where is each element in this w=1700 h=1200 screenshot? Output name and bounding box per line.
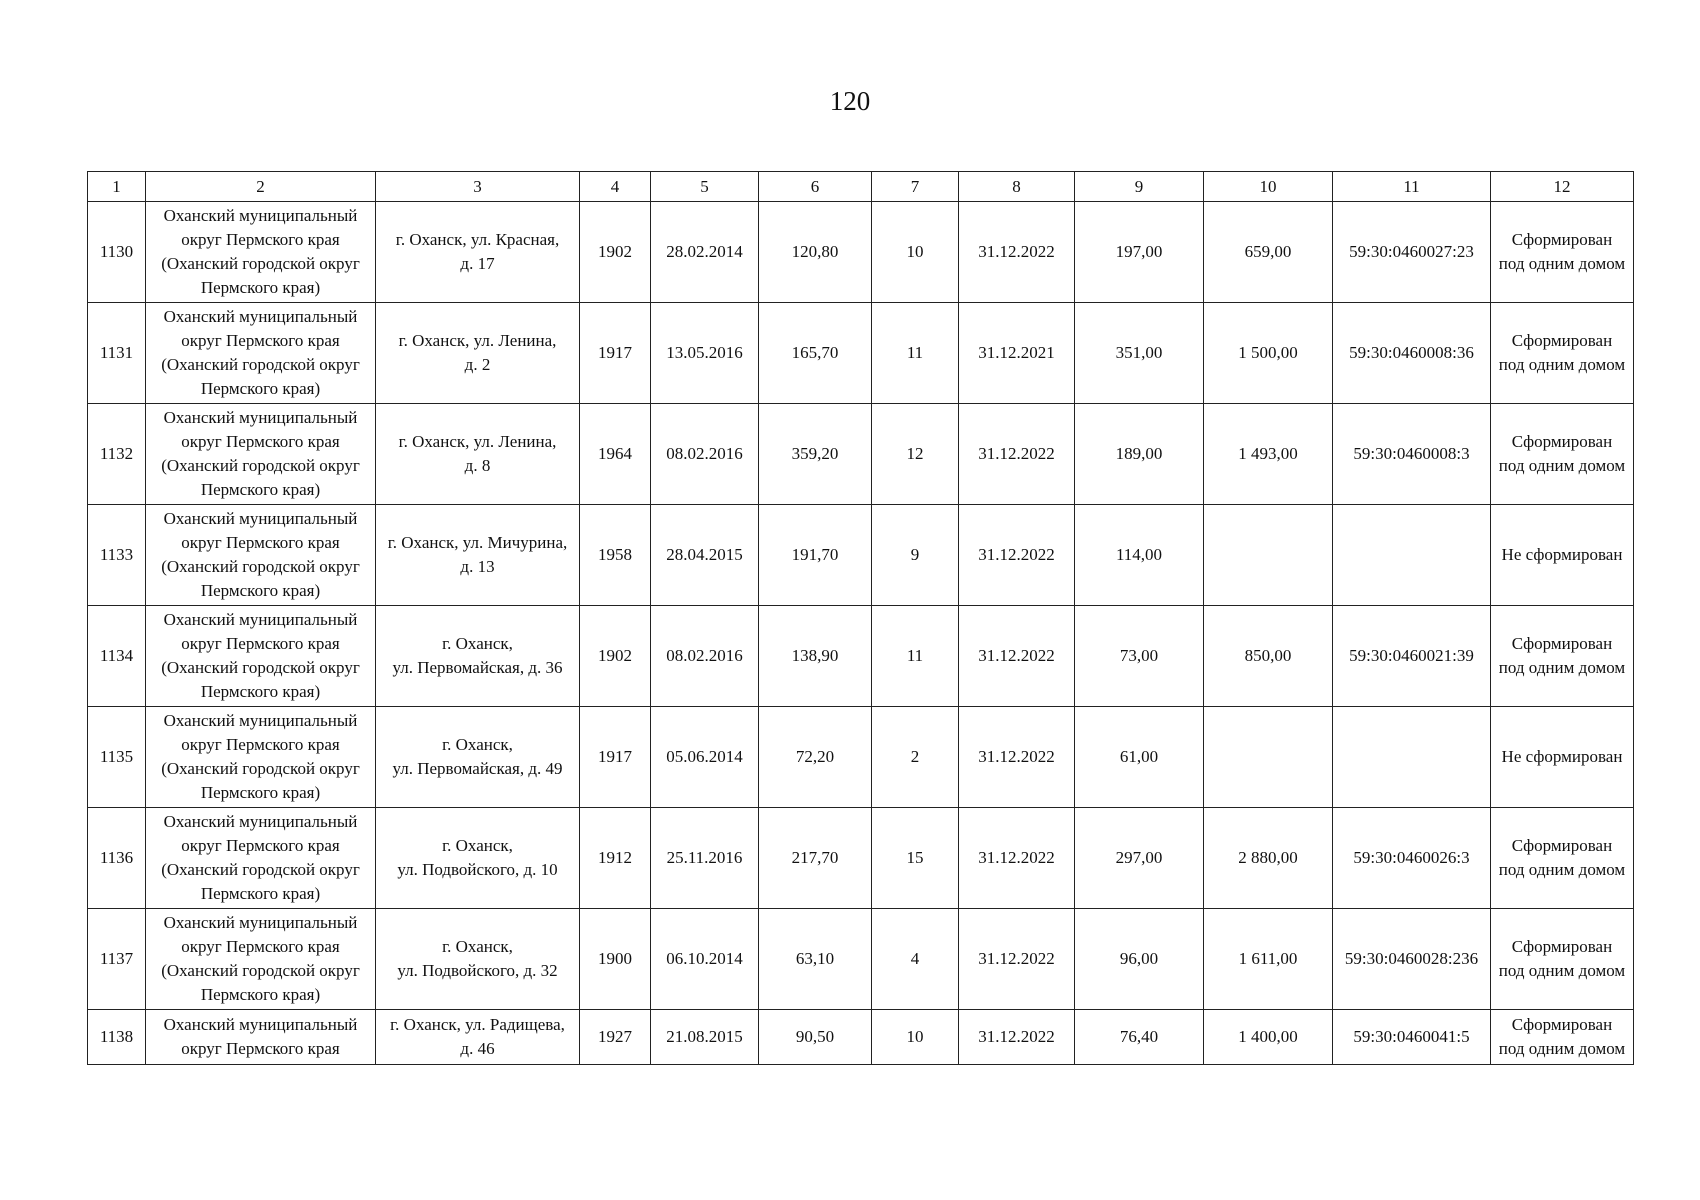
- status-cell: [1491, 404, 1634, 505]
- column-header: 7: [872, 172, 959, 202]
- owner-cell-line: (Оханский городской округ: [161, 759, 360, 778]
- status-cell-line: Сформирован: [1511, 331, 1613, 350]
- address-cell: [376, 404, 580, 505]
- address-cell-line: г. Оханск, ул. Радищева,: [390, 1015, 565, 1034]
- status-cell-line: под одним домом: [1498, 254, 1626, 273]
- column-number-row: [88, 172, 1634, 202]
- year-cell: 1900: [580, 909, 651, 1010]
- owner-cell-line: (Оханский городской округ: [161, 961, 360, 980]
- land-area-cell: 351,00: [1075, 303, 1204, 404]
- residents-cell: 12: [872, 404, 959, 505]
- column-header: 1: [88, 172, 146, 202]
- plot-area-cell: 1 611,00: [1204, 909, 1333, 1010]
- cadastral-number-cell: 59:30:0460008:36: [1333, 303, 1491, 404]
- year-cell: 1958: [580, 505, 651, 606]
- residents-cell: 11: [872, 303, 959, 404]
- status-cell: [1491, 1010, 1634, 1065]
- status-cell-line: Сформирован: [1511, 1015, 1613, 1034]
- owner-cell: [146, 202, 376, 303]
- address-cell-line: г. Оханск,: [442, 735, 513, 754]
- owner-cell-line: округ Пермского края: [181, 1039, 340, 1058]
- owner-cell-line: округ Пермского края: [181, 836, 340, 855]
- table-row: [88, 303, 1634, 404]
- owner-cell: [146, 303, 376, 404]
- address-cell-line: д. 2: [464, 355, 491, 374]
- deadline-cell: 31.12.2022: [959, 505, 1075, 606]
- column-header: 2: [146, 172, 376, 202]
- year-cell: 1964: [580, 404, 651, 505]
- row-number-cell: 1130: [88, 202, 146, 303]
- address-cell-line: д. 8: [464, 456, 491, 475]
- address-cell: [376, 707, 580, 808]
- cadastral-number-cell: 59:30:0460027:23: [1333, 202, 1491, 303]
- status-cell-line: Сформирован: [1511, 836, 1613, 855]
- owner-cell-line: (Оханский городской округ: [161, 557, 360, 576]
- residents-cell: 9: [872, 505, 959, 606]
- row-number-cell: 1131: [88, 303, 146, 404]
- date-cell: 08.02.2016: [651, 606, 759, 707]
- year-cell: 1927: [580, 1010, 651, 1065]
- status-cell-line: под одним домом: [1498, 355, 1626, 374]
- owner-cell-line: Пермского края): [200, 480, 321, 499]
- owner-cell-line: (Оханский городской округ: [161, 860, 360, 879]
- address-cell-line: г. Оханск,: [442, 634, 513, 653]
- row-number-cell: 1135: [88, 707, 146, 808]
- table-row: [88, 808, 1634, 909]
- row-number-cell: 1138: [88, 1010, 146, 1065]
- address-cell-line: г. Оханск, ул. Красная,: [395, 230, 560, 249]
- year-cell: 1902: [580, 202, 651, 303]
- owner-cell-line: Оханский муниципальный: [163, 1015, 358, 1034]
- date-cell: 05.06.2014: [651, 707, 759, 808]
- residents-cell: 10: [872, 202, 959, 303]
- year-cell: 1902: [580, 606, 651, 707]
- date-cell: 21.08.2015: [651, 1010, 759, 1065]
- row-number-cell: 1136: [88, 808, 146, 909]
- owner-cell: [146, 505, 376, 606]
- column-header: 11: [1333, 172, 1491, 202]
- owner-cell-line: Оханский муниципальный: [163, 408, 358, 427]
- status-cell: [1491, 606, 1634, 707]
- owner-cell: [146, 909, 376, 1010]
- year-cell: 1917: [580, 303, 651, 404]
- address-cell: [376, 808, 580, 909]
- owner-cell-line: Оханский муниципальный: [163, 307, 358, 326]
- address-cell: [376, 505, 580, 606]
- address-cell: [376, 202, 580, 303]
- address-cell-line: ул. Подвойского, д. 32: [397, 961, 558, 980]
- address-cell: [376, 909, 580, 1010]
- address-cell-line: г. Оханск,: [442, 937, 513, 956]
- cadastral-number-cell: 59:30:0460041:5: [1333, 1010, 1491, 1065]
- land-area-cell: 76,40: [1075, 1010, 1204, 1065]
- owner-cell-line: Пермского края): [200, 884, 321, 903]
- table-row: [88, 909, 1634, 1010]
- owner-cell-line: Пермского края): [200, 581, 321, 600]
- deadline-cell: 31.12.2022: [959, 1010, 1075, 1065]
- owner-cell-line: Оханский муниципальный: [163, 206, 358, 225]
- plot-area-cell: 1 400,00: [1204, 1010, 1333, 1065]
- deadline-cell: 31.12.2022: [959, 909, 1075, 1010]
- land-area-cell: 61,00: [1075, 707, 1204, 808]
- owner-cell-line: Пермского края): [200, 783, 321, 802]
- address-cell: [376, 1010, 580, 1065]
- land-area-cell: 114,00: [1075, 505, 1204, 606]
- deadline-cell: 31.12.2022: [959, 606, 1075, 707]
- deadline-cell: 31.12.2022: [959, 808, 1075, 909]
- address-cell-line: д. 13: [460, 557, 495, 576]
- status-cell-line: под одним домом: [1498, 456, 1626, 475]
- status-cell-line: под одним домом: [1498, 1039, 1626, 1058]
- deadline-cell: 31.12.2021: [959, 303, 1075, 404]
- land-area-cell: 189,00: [1075, 404, 1204, 505]
- date-cell: 28.04.2015: [651, 505, 759, 606]
- status-cell-line: под одним домом: [1498, 860, 1626, 879]
- residents-cell: 15: [872, 808, 959, 909]
- address-cell-line: ул. Первомайская, д. 49: [392, 759, 563, 778]
- row-number-cell: 1137: [88, 909, 146, 1010]
- table-body: [88, 172, 1634, 1065]
- owner-cell-line: округ Пермского края: [181, 533, 340, 552]
- owner-cell-line: (Оханский городской округ: [161, 355, 360, 374]
- cadastral-number-cell: [1333, 707, 1491, 808]
- address-cell-line: д. 46: [460, 1039, 495, 1058]
- owner-cell-line: Пермского края): [200, 379, 321, 398]
- row-number-cell: 1133: [88, 505, 146, 606]
- address-cell-line: г. Оханск,: [442, 836, 513, 855]
- status-cell-line: Сформирован: [1511, 634, 1613, 653]
- table-row: [88, 606, 1634, 707]
- status-cell: [1491, 505, 1634, 606]
- table-row: [88, 1010, 1634, 1065]
- address-cell-line: г. Оханск, ул. Ленина,: [398, 331, 557, 350]
- column-header: 3: [376, 172, 580, 202]
- owner-cell-line: (Оханский городской округ: [161, 658, 360, 677]
- owner-cell-line: округ Пермского края: [181, 735, 340, 754]
- residents-cell: 4: [872, 909, 959, 1010]
- address-cell: [376, 303, 580, 404]
- owner-cell-line: Пермского края): [200, 985, 321, 1004]
- deadline-cell: 31.12.2022: [959, 404, 1075, 505]
- plot-area-cell: 1 500,00: [1204, 303, 1333, 404]
- year-cell: 1912: [580, 808, 651, 909]
- owner-cell-line: Оханский муниципальный: [163, 610, 358, 629]
- column-header: 5: [651, 172, 759, 202]
- owner-cell: [146, 707, 376, 808]
- plot-area-cell: [1204, 707, 1333, 808]
- owner-cell-line: округ Пермского края: [181, 331, 340, 350]
- cadastral-number-cell: [1333, 505, 1491, 606]
- area-cell: 217,70: [759, 808, 872, 909]
- owner-cell-line: Оханский муниципальный: [163, 913, 358, 932]
- date-cell: 28.02.2014: [651, 202, 759, 303]
- land-area-cell: 297,00: [1075, 808, 1204, 909]
- status-cell: [1491, 909, 1634, 1010]
- owner-cell: [146, 808, 376, 909]
- land-area-cell: 73,00: [1075, 606, 1204, 707]
- plot-area-cell: 659,00: [1204, 202, 1333, 303]
- plot-area-cell: 850,00: [1204, 606, 1333, 707]
- table-row: [88, 404, 1634, 505]
- plot-area-cell: 2 880,00: [1204, 808, 1333, 909]
- owner-cell-line: округ Пермского края: [181, 634, 340, 653]
- date-cell: 25.11.2016: [651, 808, 759, 909]
- column-header: 4: [580, 172, 651, 202]
- address-cell-line: ул. Первомайская, д. 36: [392, 658, 563, 677]
- status-cell-line: Не сформирован: [1501, 747, 1623, 766]
- table-row: [88, 707, 1634, 808]
- area-cell: 120,80: [759, 202, 872, 303]
- deadline-cell: 31.12.2022: [959, 707, 1075, 808]
- status-cell: [1491, 707, 1634, 808]
- column-header: 12: [1491, 172, 1634, 202]
- owner-cell-line: округ Пермского края: [181, 230, 340, 249]
- land-area-cell: 197,00: [1075, 202, 1204, 303]
- housing-registry-table: [87, 171, 1634, 1065]
- date-cell: 08.02.2016: [651, 404, 759, 505]
- column-header: 10: [1204, 172, 1333, 202]
- residents-cell: 2: [872, 707, 959, 808]
- table-row: [88, 505, 1634, 606]
- area-cell: 63,10: [759, 909, 872, 1010]
- status-cell: [1491, 303, 1634, 404]
- cadastral-number-cell: 59:30:0460021:39: [1333, 606, 1491, 707]
- owner-cell-line: (Оханский городской округ: [161, 254, 360, 273]
- land-area-cell: 96,00: [1075, 909, 1204, 1010]
- status-cell-line: Сформирован: [1511, 432, 1613, 451]
- owner-cell-line: Оханский муниципальный: [163, 812, 358, 831]
- cadastral-number-cell: 59:30:0460026:3: [1333, 808, 1491, 909]
- area-cell: 359,20: [759, 404, 872, 505]
- owner-cell-line: Пермского края): [200, 278, 321, 297]
- owner-cell-line: (Оханский городской округ: [161, 456, 360, 475]
- address-cell: [376, 606, 580, 707]
- column-header: 9: [1075, 172, 1204, 202]
- deadline-cell: 31.12.2022: [959, 202, 1075, 303]
- owner-cell-line: округ Пермского края: [181, 432, 340, 451]
- row-number-cell: 1134: [88, 606, 146, 707]
- area-cell: 165,70: [759, 303, 872, 404]
- status-cell-line: Сформирован: [1511, 230, 1613, 249]
- status-cell-line: под одним домом: [1498, 961, 1626, 980]
- status-cell-line: под одним домом: [1498, 658, 1626, 677]
- owner-cell: [146, 404, 376, 505]
- date-cell: 06.10.2014: [651, 909, 759, 1010]
- status-cell: [1491, 202, 1634, 303]
- address-cell-line: д. 17: [460, 254, 495, 273]
- status-cell-line: Не сформирован: [1501, 545, 1623, 564]
- plot-area-cell: [1204, 505, 1333, 606]
- column-header: 8: [959, 172, 1075, 202]
- address-cell-line: г. Оханск, ул. Ленина,: [398, 432, 557, 451]
- residents-cell: 11: [872, 606, 959, 707]
- row-number-cell: 1132: [88, 404, 146, 505]
- area-cell: 90,50: [759, 1010, 872, 1065]
- page-number: 120: [829, 86, 871, 116]
- table-row: [88, 202, 1634, 303]
- column-header: 6: [759, 172, 872, 202]
- status-cell: [1491, 808, 1634, 909]
- status-cell-line: Сформирован: [1511, 937, 1613, 956]
- owner-cell-line: Оханский муниципальный: [163, 711, 358, 730]
- residents-cell: 10: [872, 1010, 959, 1065]
- address-cell-line: г. Оханск, ул. Мичурина,: [387, 533, 568, 552]
- plot-area-cell: 1 493,00: [1204, 404, 1333, 505]
- area-cell: 72,20: [759, 707, 872, 808]
- area-cell: 191,70: [759, 505, 872, 606]
- owner-cell-line: Пермского края): [200, 682, 321, 701]
- address-cell-line: ул. Подвойского, д. 10: [397, 860, 558, 879]
- year-cell: 1917: [580, 707, 651, 808]
- area-cell: 138,90: [759, 606, 872, 707]
- date-cell: 13.05.2016: [651, 303, 759, 404]
- owner-cell-line: округ Пермского края: [181, 937, 340, 956]
- owner-cell-line: Оханский муниципальный: [163, 509, 358, 528]
- owner-cell: [146, 606, 376, 707]
- owner-cell: [146, 1010, 376, 1065]
- cadastral-number-cell: 59:30:0460008:3: [1333, 404, 1491, 505]
- cadastral-number-cell: 59:30:0460028:236: [1333, 909, 1491, 1010]
